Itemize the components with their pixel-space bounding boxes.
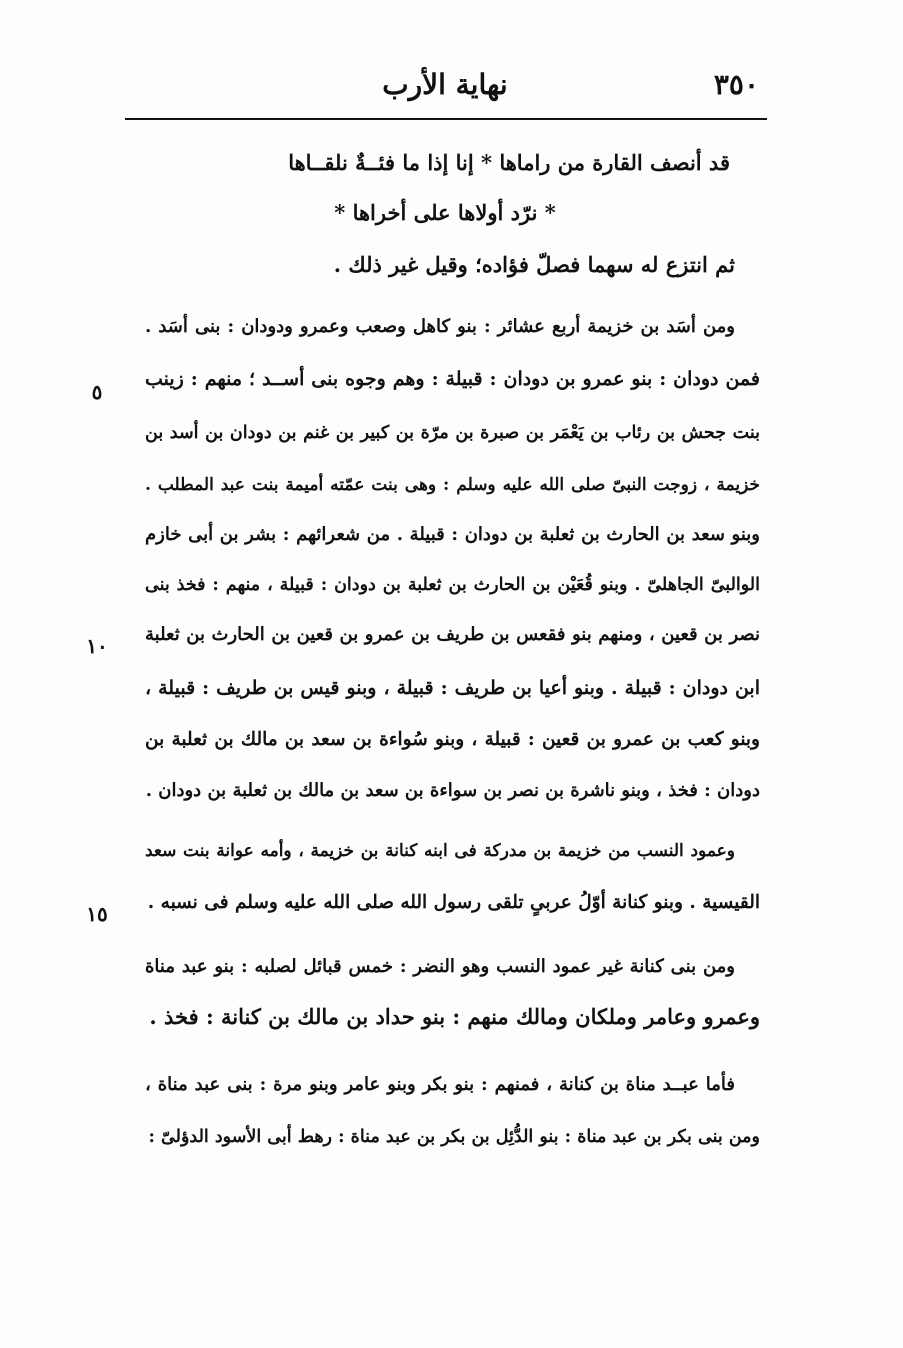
- margin-line-number: ٥: [91, 380, 103, 404]
- text-line: بنت جحش بن رئاب بن يَعْمَر بن صبرة بن مرّة بن كبير بن غنم بن دودان بن أسد بن: [145, 423, 760, 443]
- header-rule: [125, 118, 767, 120]
- page-header: [125, 62, 767, 110]
- running-title: نهاية الأرب: [382, 68, 508, 101]
- text-line: الوالبىّ الجاهلىّ . وبنو قُعَيْن بن الحارث بن ثعلبة بن دودان : قبيلة ، منهم : فخذ بنى: [145, 575, 760, 595]
- text-line: دودان : فخذ ، وبنو ناشرة بن نصر بن سواءة بن سعد بن مالك بن ثعلبة بن دودان .: [145, 780, 760, 801]
- text-line: خزيمة ، زوجت النبىّ صلى الله عليه وسلم : وهى بنت عمّته أميمة بنت عبد المطلب .: [145, 475, 760, 495]
- text-line: ثم انتزع له سهما فصلّ فؤاده؛ وقيل غير ذلك .: [333, 252, 735, 277]
- margin-line-number: ١٥: [86, 902, 108, 926]
- text-line: ابن دودان : قبيلة . وبنو أعيا بن طريف : قبيلة ، وبنو قيس بن طريف : قبيلة ،: [145, 677, 760, 699]
- page-number: ٣٥٠: [713, 68, 759, 101]
- text-line: وبنو سعد بن الحارث بن ثعلبة بن دودان : قبيلة . من شعرائهم : بشر بن أبى خازم: [145, 524, 760, 545]
- verse-line: * نرّد أولاها على أخراها *: [334, 200, 556, 225]
- text-line: وعمود النسب من خزيمة بن مدركة فى ابنه كنانة بن خزيمة ، وأمه عوانة بنت سعد: [145, 841, 735, 861]
- text-line: ومن أسَد بن خزيمة أربع عشائر : بنو كاهل وصعب وعمرو ودودان : بنى أسَد .: [145, 316, 735, 337]
- text-line: القيسية . وبنو كنانة أوّلُ عربىٍ تلقى رسول الله صلى الله عليه وسلم فى نسبه .: [147, 892, 760, 913]
- text-line: ومن بنى كنانة غير عمود النسب وهو النضر : خمس قبائل لصلبه : بنو عبد مناة: [145, 956, 735, 977]
- text-line: وعمرو وعامر وملكان ومالك منهم : بنو حداد بن مالك بن كنانة : فخذ .: [149, 1004, 760, 1029]
- text-line: نصر بن قعين ، ومنهم بنو فقعس بن طريف بن عمرو بن قعين بن الحارث بن ثعلبة: [145, 624, 760, 645]
- text-line: ومن بنى بكر بن عبد مناة : بنو الدُّئِل بن بكر بن عبد مناة : رهط أبى الأسود الدؤلىّ :: [148, 1127, 760, 1147]
- text-line: فمن دودان : بنو عمرو بن دودان : قبيلة : وهم وجوه بنى أســد ؛ منهم : زينب: [145, 368, 760, 390]
- text-line: وبنو كعب بن عمرو بن قعين : قبيلة ، وبنو سُواءة بن سعد بن مالك بن ثعلبة بن: [145, 729, 760, 750]
- text-line: فأما عبــد مناة بن كنانة ، فمنهم : بنو بكر وبنو عامر وبنو مرة : بنى عبد مناة ،: [145, 1074, 735, 1095]
- verse-line: قد أنصف القارة من راماها * إنا إذا ما فئــةٌ نلقــاها: [288, 150, 730, 175]
- margin-line-number: ١٠: [86, 634, 108, 658]
